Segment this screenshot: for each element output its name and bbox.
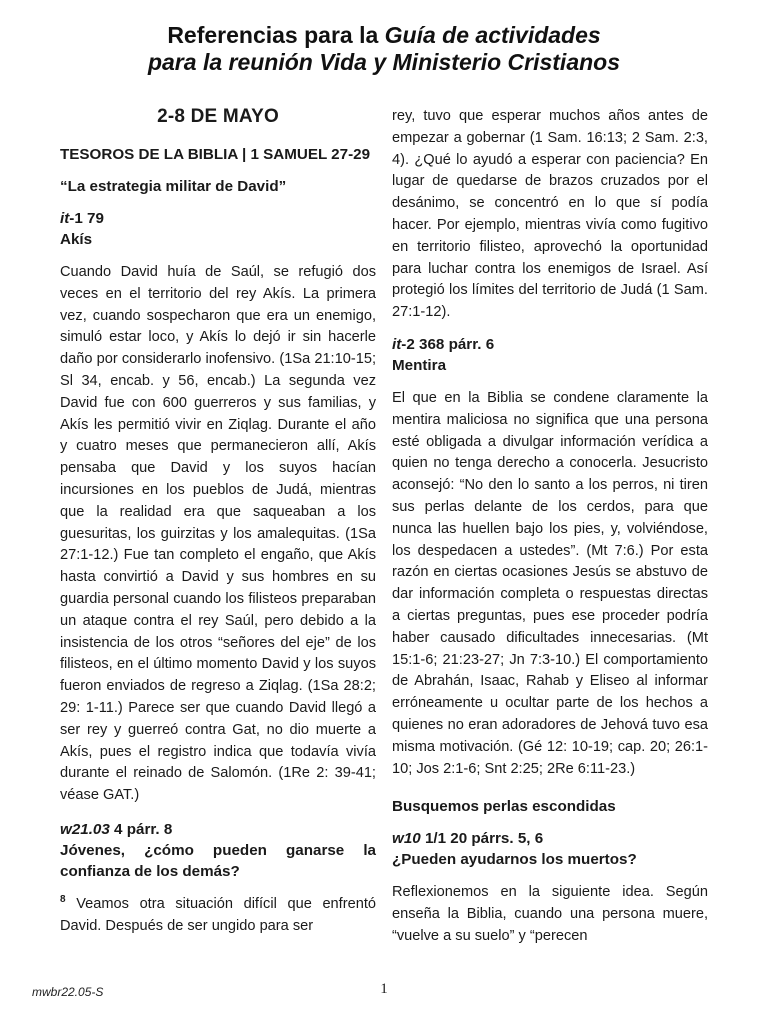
section-heading-perlas: Busquemos perlas escondidas xyxy=(392,798,616,816)
right-column xyxy=(392,106,708,960)
section-heading: TESOROS DE LA BIBLIA | 1 SAMUEL 27-29 xyxy=(60,146,371,163)
reference-it-1-79: it-1 79 xyxy=(60,210,104,227)
title-line1: Referencias para la Guía de actividades xyxy=(167,22,601,48)
page-number: 1 xyxy=(380,981,388,997)
reference-text-akis: Cuando David huía de Saúl, se refugió dos veces en el territorio del rey Akís. La primera vez, cuando sospecharon que era un enemigo, simuló estar loco, y Akís lo dejó ir sin hacerle daño por considerarlo inofensivo. (1Sa 21:10-15; Sl 34, encab. y 56, encab.) La segunda vez David fue con 600 guerreros y sus familias, y Akís les permitió vivir en Ziqlag. Durante el año y cuatro meses que permanecieron allí, Akís pensaba que David y los suyos hacían incursiones en los pueblos de Judá, mientras que la realidad era que saqueaban a los guesuritas, los guirzitas y los amalequitas. (1Sa 27:1-12.) Fue tan completo el engaño, que Akís hasta convirtió a David y sus hombres en su guardia personal cuando los filisteos preparaban un ataque contra el rey Saúl, pero debido a la insistencia de los otros “señores del eje” de los filisteos, en el último momento David y los suyos fueron enviados de regreso a Ziqlag. (1Sa 28:2; 29: 1-11.) Parece ser que cuando David llegó a ser rey y guerreó contra Gat, no dio muerte a Akís, pues el registro indica que todavía vivía durante el reinado de Salomón. (1Re 2: 39-41; véase GAT.) xyxy=(60,264,376,804)
reference-text-jovenes: $^8$ Veamos otra situación difícil que enfrentó David. Después de ser ungido para ser xyxy=(60,894,376,934)
paragraph-number: 8 xyxy=(60,894,66,906)
continued-text-david: rey, tuvo que esperar muchos años antes de empezar a gobernar (1 Sam. 16:13; 2 Sam. 2:3, 4). ¿Qué lo ayudó a esperar con paciencia? En lugar de quedarse de brazos cruzados por el desánimo, se concentró en lo que sí podía hacer. Por ejemplo, mientras vivía como fugitivo en territorio filisteo, aprovechó la oportunidad para luchar contra los enemigos de Israel. Así protegió los límites del territorio de Judá (1 Sam. 27:1-12). xyxy=(392,108,708,321)
week-heading: 2-8 DE MAYO xyxy=(157,106,279,127)
talk-title: “La estrategia militar de David” xyxy=(60,178,287,195)
reference-text-mentira: El que en la Biblia se condene claramente la mentira maliciosa no significa que una persona esté obligada a divulgar información verídica a quien no tenga derecho a conocerla. Jesucristo aconsejó: “No den lo santo a los perros, ni tiren sus perlas delante de los cerdos, para que nunca las huellen bajo los pies, y, volviéndose, los despedacen a ustedes”. (Mt 7:6.) Por esta razón en ciertas ocasiones Jesús se abstuvo de dar información completa o respuestas directas a ciertas preguntas, pues ese proceder podría haber causado dificultades innecesarias. (Mt 15:1-6; 21:23-27; Jn 7:3-10.) El comportamiento de Abrahán, Isaac, Rahab y Eliseo al informar erróneamente u ocultar parte de los hechos a quienes no eran adoradores de Jehová tuvo esa misma motivación. (Gé 12: 10-19; cap. 20; 26:1-10; Jos 2:1-6; Snt 2:25; 2Re 6:11-23.) xyxy=(392,389,708,777)
reference-title-mentira: Mentira xyxy=(392,356,447,374)
title-line2: para la reunión Vida y Ministerio Cristianos xyxy=(147,49,621,75)
reference-it-2-368: it-2 368 párr. 6 xyxy=(392,335,495,353)
reference-title-jovenes: Jóvenes, ¿cómo pueden ganarse la confianza de los demás? xyxy=(60,841,376,880)
reference-title-muertos: ¿Pueden ayudarnos los muertos? xyxy=(392,851,637,869)
reference-w10: w10 1/1 20 párrs. 5, 6 xyxy=(392,830,544,848)
reference-w21-03: w21.03 4 párr. 8 xyxy=(60,820,173,838)
reference-title-akis: Akís xyxy=(60,231,93,248)
page-title xyxy=(0,22,768,76)
reference-text-muertos: Reflexionemos en la siguiente idea. Según enseña la Biblia, cuando una persona muere, “vuelve a su suelo” y “perecen xyxy=(392,884,708,944)
publication-code: mwbr22.05-S xyxy=(32,985,104,999)
left-column xyxy=(60,104,376,950)
